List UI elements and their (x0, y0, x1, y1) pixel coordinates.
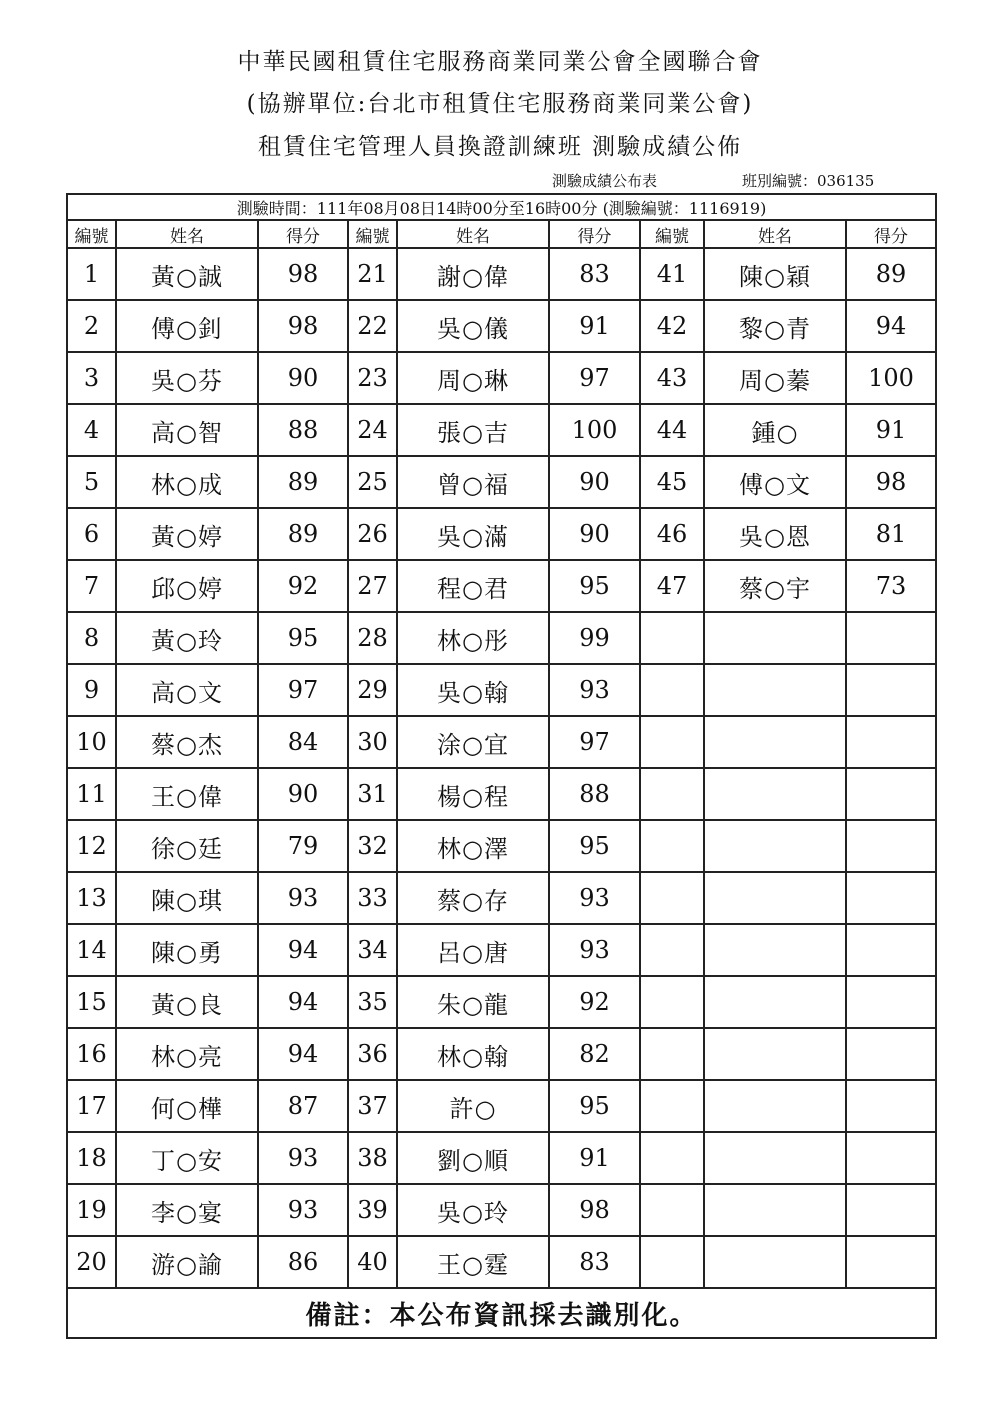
student-name: 涂○宜 (397, 716, 549, 768)
student-score: 89 (258, 456, 348, 508)
student-score (846, 716, 936, 768)
student-name: 吳○翰 (397, 664, 549, 716)
student-score (846, 1132, 936, 1184)
student-score: 90 (258, 768, 348, 820)
student-score: 86 (258, 1236, 348, 1288)
student-score: 93 (258, 1132, 348, 1184)
table-row (67, 976, 936, 1028)
student-score (846, 924, 936, 976)
student-score: 97 (258, 664, 348, 716)
student-score: 98 (258, 248, 348, 300)
student-name: 徐○廷 (116, 820, 258, 872)
student-name: 王○霆 (397, 1236, 549, 1288)
student-score (846, 872, 936, 924)
table-row (67, 300, 936, 352)
student-name (704, 872, 846, 924)
student-number: 31 (348, 768, 397, 820)
student-name: 吳○滿 (397, 508, 549, 560)
student-number: 25 (348, 456, 397, 508)
table-row (67, 924, 936, 976)
table-row (67, 768, 936, 820)
student-score (846, 1028, 936, 1080)
organizer-line: (協辦單位:台北市租賃住宅服務商業同業公會) (246, 91, 754, 117)
student-score: 100 (549, 404, 640, 456)
student-number: 17 (67, 1080, 116, 1132)
student-name: 蔡○宇 (704, 560, 846, 612)
student-name: 邱○婷 (116, 560, 258, 612)
table-row (67, 404, 936, 456)
student-score: 100 (846, 352, 936, 404)
student-score: 83 (549, 248, 640, 300)
student-number: 21 (348, 248, 397, 300)
table-row (67, 456, 936, 508)
student-name: 周○琳 (397, 352, 549, 404)
student-score (846, 1236, 936, 1288)
student-number: 10 (67, 716, 116, 768)
student-score: 83 (549, 1236, 640, 1288)
student-number: 15 (67, 976, 116, 1028)
student-number: 6 (67, 508, 116, 560)
student-number: 16 (67, 1028, 116, 1080)
student-number (640, 716, 704, 768)
student-name: 黎○青 (704, 300, 846, 352)
table-row (67, 716, 936, 768)
column-header-number: 編號 (348, 220, 397, 248)
student-name (704, 664, 846, 716)
table-row (67, 1028, 936, 1080)
student-number: 8 (67, 612, 116, 664)
student-name: 高○智 (116, 404, 258, 456)
table-row (67, 1184, 936, 1236)
student-name: 何○樺 (116, 1080, 258, 1132)
student-score: 98 (846, 456, 936, 508)
student-name: 程○君 (397, 560, 549, 612)
student-score: 84 (258, 716, 348, 768)
student-score: 90 (549, 456, 640, 508)
student-name (704, 976, 846, 1028)
student-number: 2 (67, 300, 116, 352)
student-name: 曾○福 (397, 456, 549, 508)
column-header-name: 姓名 (116, 220, 258, 248)
student-score: 99 (549, 612, 640, 664)
student-name (704, 820, 846, 872)
student-name: 陳○穎 (704, 248, 846, 300)
student-number: 13 (67, 872, 116, 924)
student-score (846, 664, 936, 716)
table-row (67, 248, 936, 300)
student-name: 高○文 (116, 664, 258, 716)
student-number (640, 1236, 704, 1288)
student-score: 79 (258, 820, 348, 872)
table-row (67, 1236, 936, 1288)
student-number (640, 1080, 704, 1132)
student-name: 吳○恩 (704, 508, 846, 560)
student-name (704, 1080, 846, 1132)
student-number: 4 (67, 404, 116, 456)
student-number (640, 664, 704, 716)
student-number: 34 (348, 924, 397, 976)
student-score: 90 (549, 508, 640, 560)
student-score: 98 (549, 1184, 640, 1236)
student-name: 許○ (397, 1080, 549, 1132)
student-score: 94 (846, 300, 936, 352)
student-number (640, 872, 704, 924)
student-number (640, 976, 704, 1028)
student-name: 鍾○ (704, 404, 846, 456)
student-number: 1 (67, 248, 116, 300)
student-score: 88 (258, 404, 348, 456)
student-number (640, 1028, 704, 1080)
student-score: 89 (846, 248, 936, 300)
student-name (704, 1184, 846, 1236)
table-row (67, 508, 936, 560)
document-title: 中華民國租賃住宅服務商業同業公會全國聯合會 (237, 49, 763, 75)
student-name: 林○彤 (397, 612, 549, 664)
column-header-score: 得分 (549, 220, 640, 248)
student-number: 5 (67, 456, 116, 508)
student-name: 游○諭 (116, 1236, 258, 1288)
student-name: 周○蓁 (704, 352, 846, 404)
student-name: 張○吉 (397, 404, 549, 456)
student-score: 82 (549, 1028, 640, 1080)
student-score: 93 (258, 872, 348, 924)
student-score: 93 (549, 924, 640, 976)
student-number: 3 (67, 352, 116, 404)
student-name: 黃○婷 (116, 508, 258, 560)
student-name: 傅○文 (704, 456, 846, 508)
student-number: 9 (67, 664, 116, 716)
student-number: 47 (640, 560, 704, 612)
student-number: 7 (67, 560, 116, 612)
student-number: 40 (348, 1236, 397, 1288)
student-score: 92 (258, 560, 348, 612)
student-number: 20 (67, 1236, 116, 1288)
student-number (640, 768, 704, 820)
student-number (640, 1132, 704, 1184)
student-name (704, 768, 846, 820)
student-number: 12 (67, 820, 116, 872)
student-number: 24 (348, 404, 397, 456)
header-row (67, 220, 936, 248)
student-number: 38 (348, 1132, 397, 1184)
student-name: 呂○唐 (397, 924, 549, 976)
student-name: 黃○玲 (116, 612, 258, 664)
student-number (640, 924, 704, 976)
student-name: 林○澤 (397, 820, 549, 872)
student-score: 95 (549, 1080, 640, 1132)
student-name: 丁○安 (116, 1132, 258, 1184)
student-score: 95 (549, 820, 640, 872)
column-header-score: 得分 (258, 220, 348, 248)
student-score: 89 (258, 508, 348, 560)
student-score (846, 820, 936, 872)
student-name: 黃○誠 (116, 248, 258, 300)
student-score: 91 (549, 300, 640, 352)
student-number: 26 (348, 508, 397, 560)
student-name: 黃○良 (116, 976, 258, 1028)
student-number: 35 (348, 976, 397, 1028)
student-score (846, 976, 936, 1028)
student-name: 吳○儀 (397, 300, 549, 352)
student-number: 23 (348, 352, 397, 404)
student-score: 90 (258, 352, 348, 404)
table-row (67, 1132, 936, 1184)
student-number: 39 (348, 1184, 397, 1236)
student-number: 30 (348, 716, 397, 768)
student-number: 11 (67, 768, 116, 820)
student-score: 88 (549, 768, 640, 820)
student-score: 73 (846, 560, 936, 612)
student-score: 97 (549, 352, 640, 404)
table-row (67, 820, 936, 872)
table-row (67, 352, 936, 404)
student-number: 18 (67, 1132, 116, 1184)
exam-info: 測驗時間：111年08月08日14時00分至16時00分 (測驗編號：1116919) (67, 194, 936, 220)
student-number: 29 (348, 664, 397, 716)
student-score: 94 (258, 976, 348, 1028)
document-subtitle: 租賃住宅管理人員換證訓練班 測驗成績公佈 (257, 134, 743, 160)
column-header-number: 編號 (640, 220, 704, 248)
student-name: 傅○釗 (116, 300, 258, 352)
student-name: 王○偉 (116, 768, 258, 820)
student-score: 91 (549, 1132, 640, 1184)
student-score: 92 (549, 976, 640, 1028)
student-name: 劉○順 (397, 1132, 549, 1184)
student-name: 吳○玲 (397, 1184, 549, 1236)
student-name: 楊○程 (397, 768, 549, 820)
student-score (846, 1184, 936, 1236)
student-number: 36 (348, 1028, 397, 1080)
student-name: 李○宴 (116, 1184, 258, 1236)
student-number: 14 (67, 924, 116, 976)
student-name: 陳○勇 (116, 924, 258, 976)
column-header-score: 得分 (846, 220, 936, 248)
note: 備註：本公布資訊採去識別化。 (67, 1288, 936, 1338)
student-name: 林○成 (116, 456, 258, 508)
student-number: 44 (640, 404, 704, 456)
student-name: 謝○偉 (397, 248, 549, 300)
student-number: 22 (348, 300, 397, 352)
student-score: 87 (258, 1080, 348, 1132)
student-name (704, 1132, 846, 1184)
student-number: 43 (640, 352, 704, 404)
table-row (67, 1080, 936, 1132)
student-number: 46 (640, 508, 704, 560)
student-score: 97 (549, 716, 640, 768)
student-number (640, 612, 704, 664)
student-score (846, 612, 936, 664)
student-number: 27 (348, 560, 397, 612)
table-row (67, 664, 936, 716)
student-name: 陳○琪 (116, 872, 258, 924)
column-header-name: 姓名 (704, 220, 846, 248)
student-score: 93 (258, 1184, 348, 1236)
table-row (67, 612, 936, 664)
student-name: 林○翰 (397, 1028, 549, 1080)
student-score: 93 (549, 872, 640, 924)
student-score: 94 (258, 924, 348, 976)
student-score (846, 1080, 936, 1132)
student-name (704, 716, 846, 768)
student-score (846, 768, 936, 820)
student-name: 朱○龍 (397, 976, 549, 1028)
column-header-number: 編號 (67, 220, 116, 248)
student-name (704, 612, 846, 664)
student-number (640, 1184, 704, 1236)
student-name (704, 1028, 846, 1080)
score-table (66, 193, 937, 1339)
student-score: 94 (258, 1028, 348, 1080)
student-number: 32 (348, 820, 397, 872)
table-row (67, 872, 936, 924)
student-number: 41 (640, 248, 704, 300)
student-score: 93 (549, 664, 640, 716)
student-number: 28 (348, 612, 397, 664)
student-name: 林○亮 (116, 1028, 258, 1080)
student-name (704, 924, 846, 976)
student-number: 33 (348, 872, 397, 924)
student-score: 81 (846, 508, 936, 560)
student-number: 42 (640, 300, 704, 352)
student-name: 蔡○杰 (116, 716, 258, 768)
student-number: 45 (640, 456, 704, 508)
column-header-name: 姓名 (397, 220, 549, 248)
student-score: 95 (258, 612, 348, 664)
student-number: 37 (348, 1080, 397, 1132)
student-score: 98 (258, 300, 348, 352)
student-score: 95 (549, 560, 640, 612)
student-name: 吳○芬 (116, 352, 258, 404)
student-number (640, 820, 704, 872)
student-number: 19 (67, 1184, 116, 1236)
student-score: 91 (846, 404, 936, 456)
table-row (67, 560, 936, 612)
student-name (704, 1236, 846, 1288)
class-number: 班別編號：036135 (742, 172, 875, 190)
student-name: 蔡○存 (397, 872, 549, 924)
doc-label: 測驗成績公布表 (552, 172, 658, 190)
